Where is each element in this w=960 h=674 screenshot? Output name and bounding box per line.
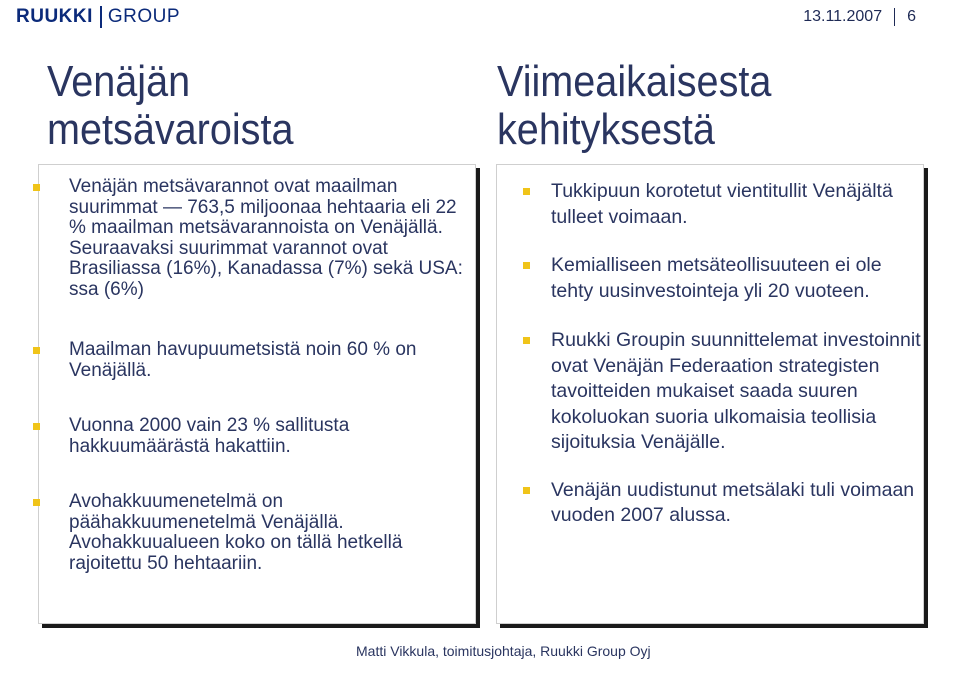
bullet-text: Venäjän uudistunut metsälaki tuli voimaan vuoden 2007 alussa. bbox=[551, 478, 915, 526]
bullet-text: Ruukki Groupin suunnittelemat investoinnit ovat Venäjän Federaation strategisten tavoitteiden mukaiset saada suuren kokoluokan suoria ulkomaisia teollisia sijoituksia Venäjälle. bbox=[551, 329, 921, 453]
right-bullet-list bbox=[551, 179, 921, 529]
meta-divider bbox=[894, 8, 895, 26]
bullet-text: Venäjän metsävarannot ovat maailman suurimmat — 763,5 miljoonaa hehtaaria eli 22 % maailman metsävarannoista on Venäjällä. Seuraavaksi suurimmat varannot ovat Brasiliassa (16%), Kanadassa (7%) sekä USA: ssa (6%) bbox=[69, 176, 463, 300]
bullet-text: Avohakkuumenetelmä on päähakkuumenetelmä Venäjällä. Avohakkuualueen koko on tällä hetkellä rajoitettu 50 hehtaariin. bbox=[69, 491, 403, 574]
list-item bbox=[69, 177, 469, 300]
square-bullet-icon bbox=[523, 262, 530, 269]
square-bullet-icon bbox=[33, 423, 40, 430]
footer-credit: Matti Vikkula, toimitusjohtaja, Ruukki Group Oyj bbox=[356, 643, 651, 659]
logo-divider bbox=[100, 6, 102, 28]
left-title-line1: Venäjän bbox=[47, 57, 191, 106]
right-title bbox=[497, 58, 771, 154]
slide-number: 6 bbox=[907, 8, 916, 25]
square-bullet-icon bbox=[33, 184, 40, 191]
list-item bbox=[551, 478, 921, 529]
square-bullet-icon bbox=[33, 347, 40, 354]
bullet-text: Vuonna 2000 vain 23 % sallitusta hakkuumäärästä hakattiin. bbox=[69, 415, 350, 457]
slide-date: 13.11.2007 bbox=[803, 8, 883, 25]
list-item bbox=[69, 340, 469, 381]
square-bullet-icon bbox=[523, 487, 530, 494]
left-title bbox=[47, 58, 294, 154]
list-item bbox=[551, 328, 921, 456]
square-bullet-icon bbox=[33, 499, 40, 506]
right-title-line2: kehityksestä bbox=[497, 105, 715, 154]
list-item bbox=[551, 179, 921, 230]
left-title-line2: metsävaroista bbox=[47, 105, 294, 154]
square-bullet-icon bbox=[523, 337, 530, 344]
bullet-text: Maailman havupuumetsistä noin 60 % on Venäjällä. bbox=[69, 339, 417, 381]
logo-brand: RUUKKI bbox=[16, 6, 93, 27]
bullet-text: Kemialliseen metsäteollisuuteen ei ole tehty uusinvestointeja yli 20 vuoteen. bbox=[551, 254, 882, 302]
list-item bbox=[551, 253, 921, 304]
right-content-panel bbox=[496, 164, 924, 624]
slide-meta bbox=[803, 8, 916, 26]
ruukki-group-logo bbox=[16, 6, 180, 28]
right-title-line1: Viimeaikaisesta bbox=[497, 57, 772, 106]
square-bullet-icon bbox=[523, 188, 530, 195]
bullet-text: Tukkipuun korotetut vientitullit Venäjältä tulleet voimaan. bbox=[551, 180, 893, 228]
list-item bbox=[69, 416, 469, 457]
left-bullet-list bbox=[69, 177, 469, 574]
list-item bbox=[69, 492, 469, 574]
left-content-panel bbox=[38, 164, 476, 624]
logo-group: GROUP bbox=[107, 6, 181, 27]
